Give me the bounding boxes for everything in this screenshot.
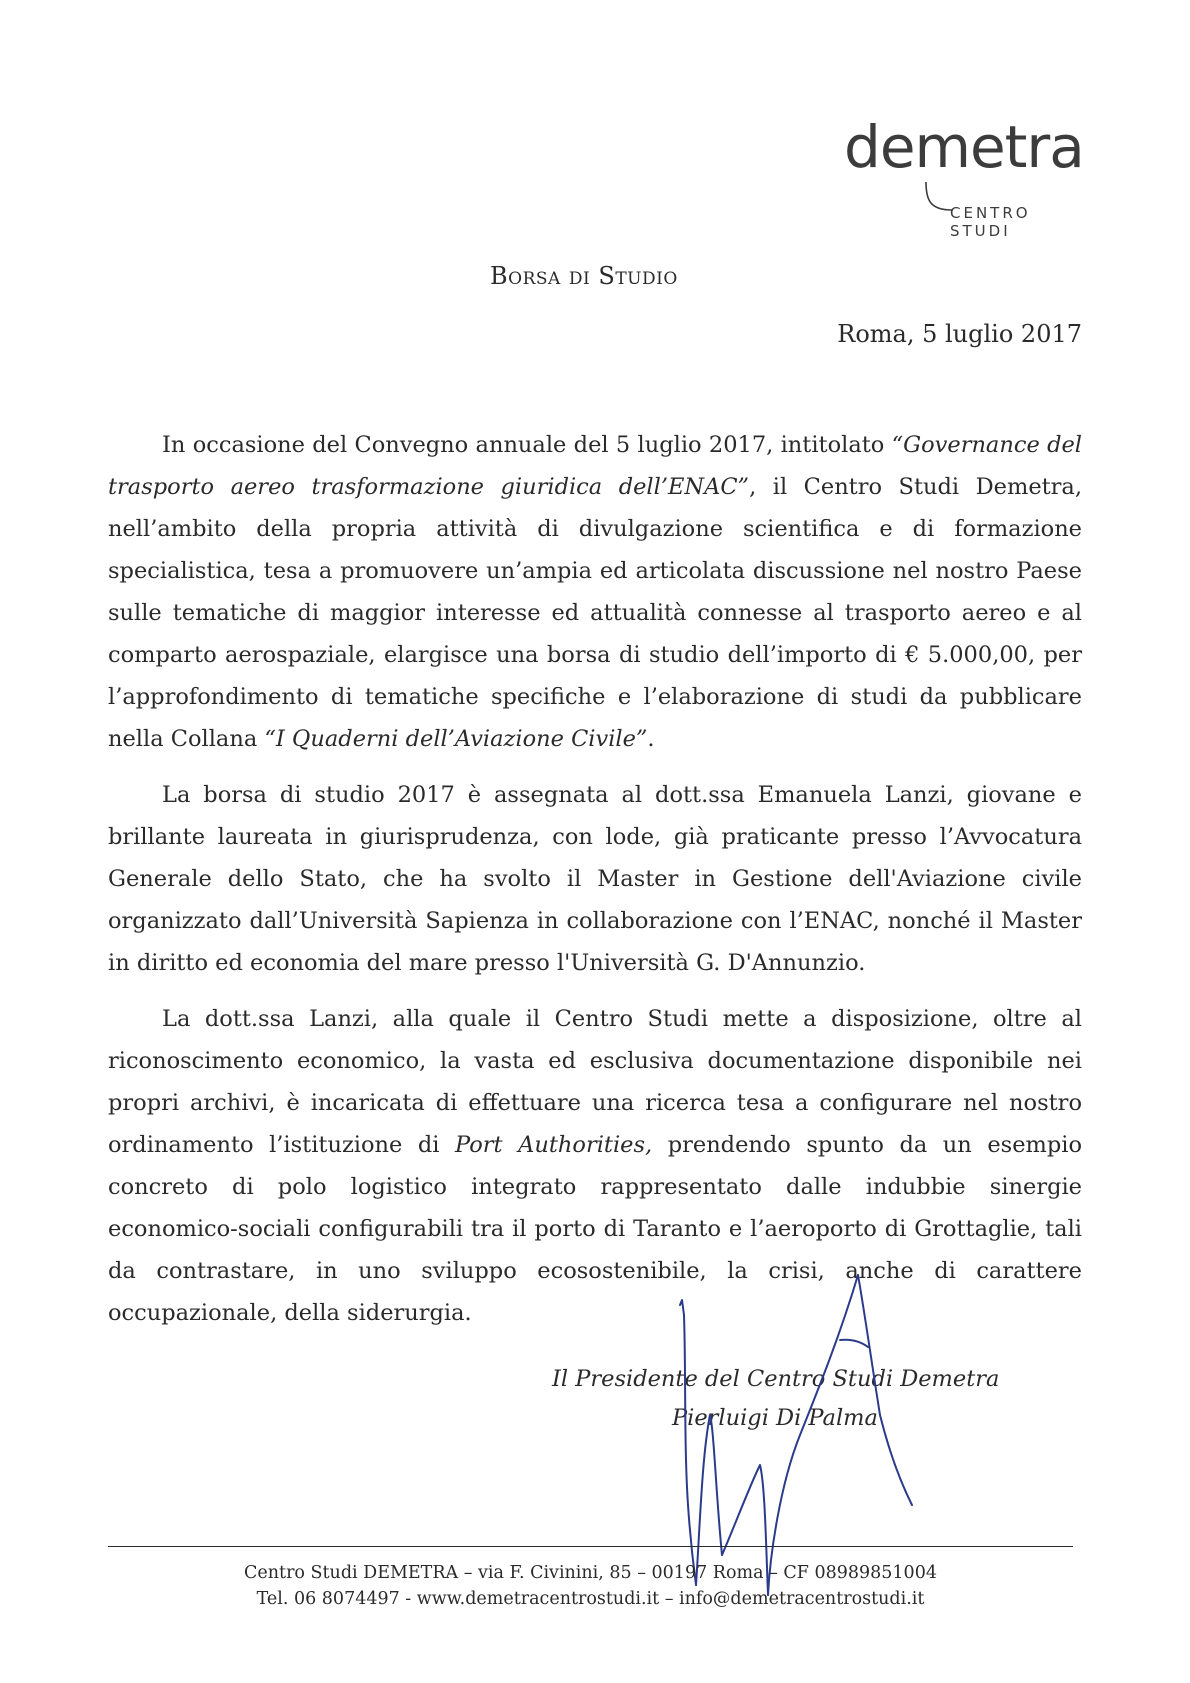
paragraph-1 [108,424,1082,760]
footer-address: Centro Studi DEMETRA – via F. Civinini, 85 – 00197 Roma – CF 08989851004 [244,1563,937,1583]
paragraph-2: La borsa di studio 2017 è assegnata al dott.ssa Emanuela Lanzi, giovane e brillante laureata in giurisprudenza, con lode, già praticante presso l’Avvocatura Generale dello Stato, che ha svolto il Master in Gestione dell'Aviazione civile organizzato dall’Università Sapienza in collaborazione con l’ENAC, nonché il Master in diritto ed economia del mare presso l'Università G. D'Annunzio. [108,782,1082,976]
letter-date: Roma, 5 luglio 2017 [837,320,1082,348]
logo-subtitle: CENTRO STUDI [950,204,1031,240]
footer-divider [108,1546,1073,1547]
letterhead-footer [108,1560,1073,1612]
p1-text-a: In occasione del Convegno annuale del 5 luglio 2017, intitolato [162,432,892,458]
logo-wordmark: demetra [844,113,1084,181]
signature-role: Il Presidente del Centro Studi Demetra [552,1366,1000,1392]
p3-text-a: La dott.ssa Lanzi, alla quale il Centro Studi mette a disposizione, oltre al riconoscimento economico, la vasta ed esclusiva documentazione disponibile nei propri archivi, è incaricata di effettuare una ricerca tesa a configurare nel nostro ordinamento l’istituzione di [108,1006,1082,1158]
document-title: Borsa di Studio [490,262,678,290]
signature-name: Pierluigi Di Palma [672,1405,878,1431]
p1-text-b: , il Centro Studi Demetra, nell’ambito della propria attività di divulgazione scientifica e di formazione specialistica, tesa a promuovere un’ampia ed articolata discussione nel nostro Paese sulle tematiche di maggior interesse ed attualità connesse al trasporto aereo e al comparto aerospaziale, elargisce una borsa di studio dell’importo di € 5.000,00, per l’approfondimento di tematiche specifiche e l’elaborazione di studi da pubblicare nella Collana [108,474,1083,752]
p1-convention-title: “Governance del trasporto aereo trasformazione giuridica dell’ENAC” [108,432,1082,500]
p1-series-title: “I Quaderni dell’Aviazione Civile” [264,726,648,752]
p1-text-c: . [647,726,655,752]
footer-contacts: Tel. 06 8074497 - www.demetracentrostudi.it – info@demetracentrostudi.it [256,1589,925,1609]
p3-text-b: prendendo spunto da un esempio concreto di polo logistico integrato rappresentato dalle indubbie sinergie economico-sociali configurabili tra il porto di Taranto e l’aeroporto di Grottaglie, tali da contrastare, in uno sviluppo ecosostenibile, la crisi, anche di carattere occupazionale, della siderurgia. [108,1132,1082,1326]
demetra-logo [830,113,1084,240]
p3-term: Port Authorities, [455,1132,653,1158]
letter-body [108,424,1082,1348]
